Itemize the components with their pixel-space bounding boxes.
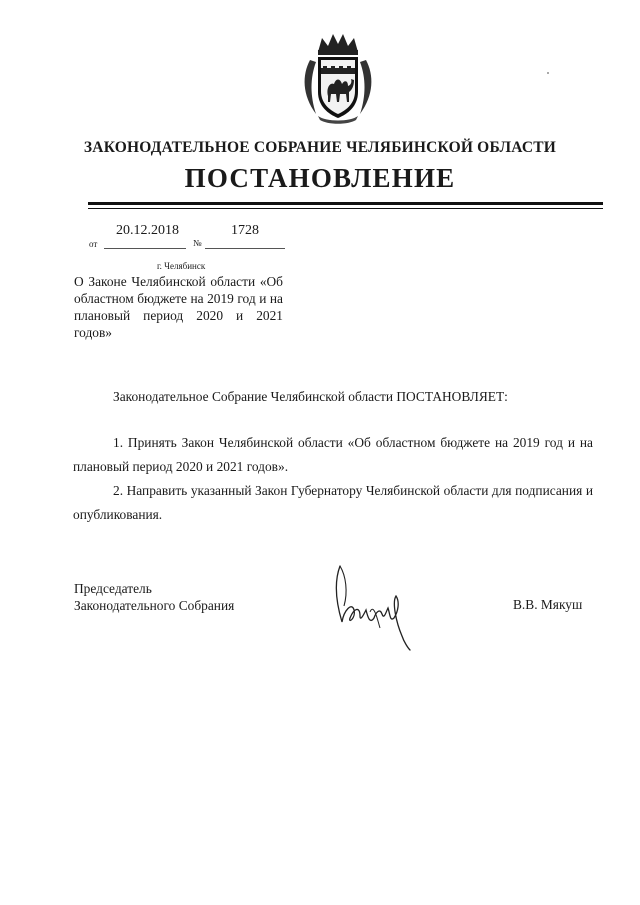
document-number: 1728 [231,223,259,238]
signatory-title-line-2: Законодательного Собрания [74,598,235,613]
document-date: 20.12.2018 [116,223,179,238]
resolution-point-1: 1. Принять Закон Челябинской области «Об областном бюджете на 2019 год и на плановый период 2020 и 2021 годов». [73,435,593,474]
document-type-title: ПОСТАНОВЛЕНИЕ [184,163,456,193]
signatory-title [74,580,234,614]
preamble: Законодательное Собрание Челябинской области ПОСТАНОВЛЯЕТ: [113,389,508,404]
handwritten-signature-icon [330,562,430,654]
coat-of-arms-icon [296,30,380,126]
document-subject: О Законе Челябинской области «Об областном бюджете на 2019 год и на плановый период 2020 и 2021 годов» [74,274,283,340]
city-label: г. Челябинск [157,261,206,271]
date-underline [104,248,186,249]
resolution-point-2: 2. Направить указанный Закон Губернатору Челябинской области для подписания и опубликования. [73,483,593,522]
signatory-name: В.В. Мякуш [513,597,583,612]
number-label: № [193,238,202,248]
date-label: от [89,239,98,249]
header-rule-thick [88,202,603,205]
number-underline [205,248,285,249]
header-rule-thin [88,208,603,209]
organization-title: ЗАКОНОДАТЕЛЬНОЕ СОБРАНИЕ ЧЕЛЯБИНСКОЙ ОБЛАСТИ [83,139,557,156]
scan-speck [547,72,549,74]
signatory-title-line-1: Председатель [74,581,152,596]
